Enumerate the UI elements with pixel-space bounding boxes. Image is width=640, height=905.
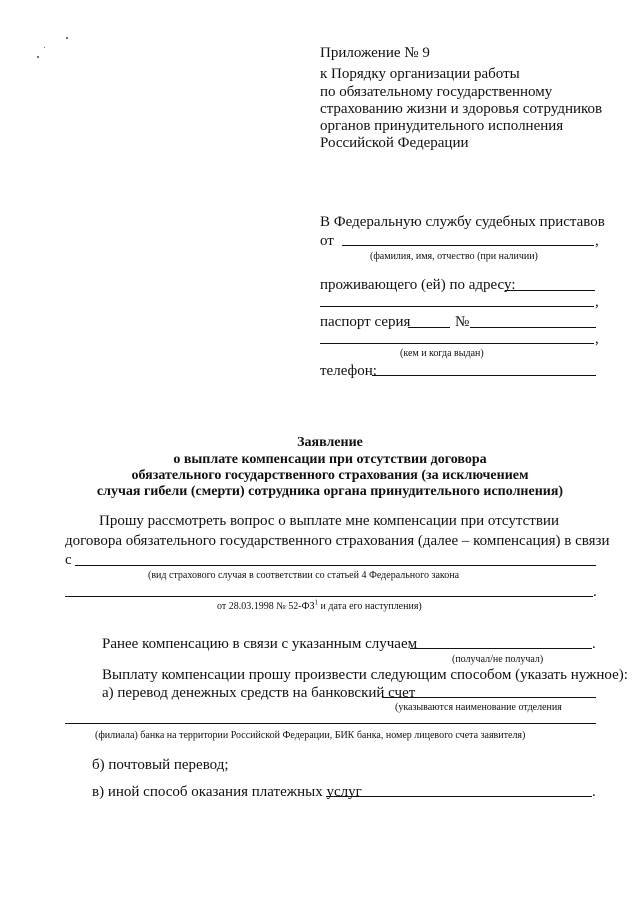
passport-hint: (кем и когда выдан) (400, 348, 484, 359)
address-label: проживающего (ей) по адресу: (320, 277, 516, 293)
address-field-line-2[interactable] (320, 306, 594, 307)
appendix-title: Приложение № 9 (320, 45, 430, 61)
bank-hint: (указываются наименование отделения (395, 702, 562, 713)
from-hint: (фамилия, имя, отчество (при наличии) (370, 251, 538, 262)
appendix-line: по обязательному государственному (320, 84, 553, 100)
option-b-label: б) почтовый перевод; (92, 757, 229, 773)
from-label: от (320, 233, 334, 249)
period: . (592, 784, 596, 800)
statement-subtitle-line: случая гибели (смерти) сотрудника органа принудительного исполнения) (96, 484, 564, 499)
scan-speck (44, 47, 45, 48)
appendix-line: Российской Федерации (320, 135, 469, 151)
prior-label: Ранее компенсацию в связи с указанным случаем (102, 636, 418, 652)
law-hint: от 28.03.1998 № $52-ФЗ^1$ и дата его наступления) (217, 598, 422, 612)
addressee-to: В Федеральную службу судебных приставов (320, 214, 605, 230)
comma: , (595, 233, 599, 249)
phone-field[interactable] (372, 375, 596, 376)
period: . (593, 584, 597, 600)
option-c-label: в) иной способ оказания платежных услуг (92, 784, 362, 800)
comma: , (595, 331, 599, 347)
bank-field-line-2[interactable] (65, 723, 596, 724)
case-hint: (вид страхового случая в соответствии со статьей 4 Федерального закона (148, 570, 460, 581)
statement-title: Заявление (297, 435, 363, 450)
other-method-field-line[interactable] (326, 796, 592, 797)
prior-field-line[interactable] (410, 648, 592, 649)
body-text-start: с (65, 552, 72, 568)
method-intro: Выплату компенсации прошу произвести следующим способом (указать нужное): (102, 667, 628, 683)
passport-issued-field[interactable] (320, 343, 594, 344)
from-field-line[interactable] (342, 245, 594, 246)
passport-number-label: № (455, 314, 470, 330)
passport-number-field[interactable] (470, 327, 596, 328)
prior-hint: (получал/не получал) (452, 654, 544, 665)
phone-label: телефон: (320, 363, 377, 379)
appendix-line: органов принудительного исполнения (320, 118, 564, 134)
scan-speck (37, 56, 39, 58)
appendix-line: к Порядку организации работы (320, 66, 520, 82)
passport-series-field[interactable] (408, 327, 450, 328)
option-a-label: а) перевод денежных средств на банковский счет (102, 685, 416, 701)
statement-subtitle-line: о выплате компенсации при отсутствии договора (173, 452, 487, 467)
address-field-line[interactable] (505, 290, 595, 291)
statement-subtitle-line: обязательного государственного страхования (за исключением (131, 468, 529, 483)
bank-field-line[interactable] (382, 697, 596, 698)
body-text-line: договора обязательного государственного страхования (далее – компенсация) в связи (65, 533, 610, 549)
scan-speck (66, 37, 68, 39)
appendix-line: страхованию жизни и здоровья сотрудников (320, 101, 603, 117)
case-field-line[interactable] (75, 565, 596, 566)
period: . (592, 636, 596, 652)
body-text-line: Прошу рассмотреть вопрос о выплате мне компенсации при отсутствии (99, 513, 559, 529)
bank-details-hint: (филиала) банка на территории Российской Федерации, БИК банка, номер лицевого счета заявителя) (95, 730, 526, 741)
passport-label: паспорт серия (320, 314, 411, 330)
comma: , (595, 294, 599, 310)
case-field-line-2[interactable] (65, 596, 593, 597)
